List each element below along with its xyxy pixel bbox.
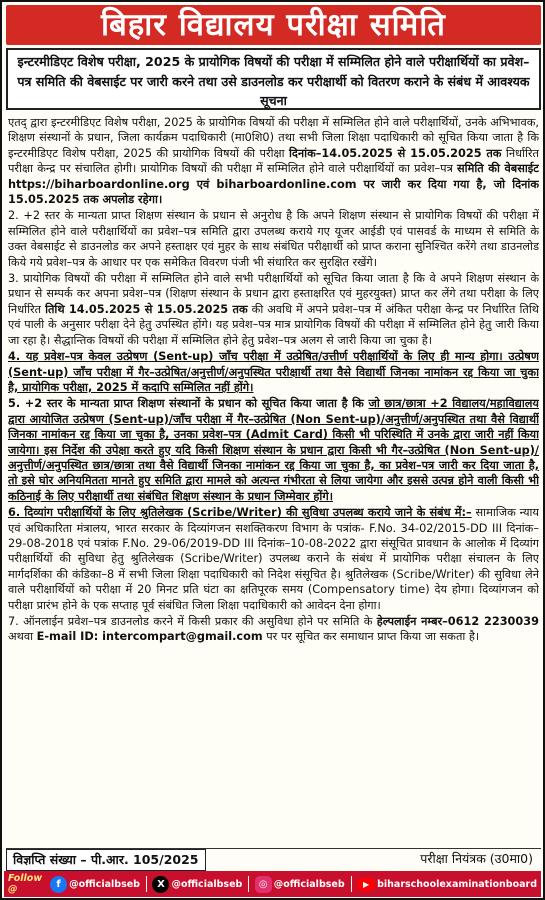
notice-number: विज्ञप्ति संख्या – पी.आर. 105/2025	[6, 849, 206, 871]
social-bar	[4, 871, 541, 897]
youtube-link[interactable]: ▶ biharschoolexaminationboard	[357, 878, 537, 891]
paragraph-1: एतद् द्वारा इन्टरमीडिएट विशेष परीक्षा, 2025 के प्रायोगिक विषयों की परीक्षा में सम्मिलित होने वाले परीक्षार्थियों, उनके अभिभावक, शिक्षण संस्थानों के प्रधान, जिला कार्यक्रम पदाधिकारी (मा0शि0) तथा सभी जिला शिक्षा पदाधिकारी को सूचित किया जाता है कि इन्टरमीडिएट विशेष परीक्षा, 2025 की प्रायोगिक विषयों की परीक्षा दिनांक–14.05.2025 से 15.05.2025 तक निर्धारित परीक्षा केन्द्र पर संचालित होगी। प्रायोगिक विषयों की परीक्षा में सम्मिलित होने वाले परीक्षार्थियों का प्रवेश–पत्र समिति की वेबसाईट https://biharboardonline.org एवं biharboardonline.com पर जारी कर दिया गया है, जो दिनांक 15.05.2025 तक अपलोड रहेगा।	[8, 116, 539, 207]
x-link[interactable]: X @officialbseb	[152, 876, 242, 893]
instagram-link[interactable]: ◎ @officialbseb	[255, 876, 345, 893]
paragraph-3: 3. प्रायोगिक विषयों की परीक्षा में सम्मिलित होने वाले सभी परीक्षार्थियों को सूचित किया जाता है कि वे अपने शिक्षण संस्थान के प्रधान से सम्पर्क कर अपना प्रवेश–पत्र (शिक्षण संस्थान के प्रधान द्वारा हस्ताक्षरित एवं मुहरयुक्त) प्राप्त कर लेंगे तथा परीक्षा के लिए निर्धारित तिथि 14.05.2025 से 15.05.2025 तक की अवधि में अपने प्रवेश–पत्र में अंकित परीक्षा केन्द्र पर निर्धारित तिथि एवं पाली के अनुसार परीक्षा देने हेतु उपस्थित होंगे। यह प्रवेश–पत्र मात्र प्रायोगिक विषयों की परीक्षा में सम्मिलित होने हेतु जारी किया जा रहा है। सैद्धान्तिक विषयों की परीक्षा में सम्मिलित होने हेतु प्रवेश–पत्र अलग से जारी किया जा चुका है।	[8, 272, 539, 347]
notice-footer	[6, 848, 541, 869]
paragraph-5: 5. +2 स्तर के मान्यता प्राप्त शिक्षण संस्थानों के प्रधान को सूचित किया जाता है कि जो छात्र/छात्रा +2 विद्यालय/महाविद्यालय द्वारा आयोजित उत्प्रेषण (Sent-up)/जाँच परीक्षा में गैर–उत्प्रेषित (Non Sent-up)/अनुत्तीर्ण/अनुपस्थित तथा वैसे विद्यार्थी जिनका नामांकन रद्द किया जा चुका है, उनका प्रवेश–पत्र (Admit Card) किसी भी परिस्थिति में उनके द्वारा जारी नहीं किया जायेगा। इस निर्देश की उपेक्षा करते हुए यदि किसी शिक्षण संस्थान के प्रधान द्वारा किसी भी गैर–उत्प्रेषित (Non Sent-up)/अनुत्तीर्ण/अनुपस्थित छात्र/छात्रा तथा वैसे विद्यार्थी जिनका नामांकन रद्द किया जा चुका है, का प्रवेश–पत्र जारी कर दिया जाता है, तो इसे घोर अनियमितता मानते हुए समिति द्वारा मामले को अत्यन्त गंभीरता से लिया जायेगा और इससे उत्पन्न होने वाली किसी भी कठिनाई के लिए परीक्षार्थी तथा संबंधित शिक्षण संस्थान के प्रधान जिम्मेवार होंगे।	[8, 397, 539, 503]
facebook-link[interactable]: f @officialbseb	[50, 876, 140, 893]
notice-subject: इन्टरमीडिएट विशेष परीक्षा, 2025 के प्रायोगिक विषयों की परीक्षा में सम्मिलित होने वाले परीक्षार्थियों का प्रवेश–पत्र समिति की वेबसाईट पर जारी करने तथा उसे डाउनलोड कर परीक्षार्थी को वितरण कराने के संबंध में आवश्यक सूचना	[6, 48, 541, 110]
paragraph-6: 6. दिव्यांग परीक्षार्थियों के लिए श्रुतिलेखक (Scribe/Writer) की सुविधा उपलब्ध कराये जाने के संबंध में:– सामाजिक न्याय एवं अधिकारिता मंत्रालय, भारत सरकार के दिव्यांगजन सशक्तिकरण विभाग के पत्रांक- F.No. 34-02/2015-DD III दिनांक–29-08-2018 एवं पत्रांक F.No. 29-06/2019-DD III दिनांक–10-08-2022 द्वारा संसूचित प्रावधान के आलोक में दिव्यांग परीक्षार्थियों की सुविधा हेतु श्रुतिलेखक (Scribe/Writer) उपलब्ध कराने के संबंध में प्रायोगिक परीक्षा संचालन के लिए मार्गदर्शिका की कंडिका–8 में सभी जिला शिक्षा पदाधिकारी को निदेश संसूचित है। श्रुतिलेखक (Scribe/Writer) की सुविधा लेने वाले परीक्षार्थियों को परीक्षा में 20 मिनट प्रति घंटा का क्षतिपूरक समय (Compensatory time) देय होगा। दिव्यांगजन को परीक्षा प्रारंभ होने के एक सप्ताह पूर्व संबंधित जिला शिक्षा पदाधिकारी को आवेदन देना होगा।	[8, 506, 539, 612]
instagram-icon: ◎	[255, 876, 272, 893]
board-title: बिहार विद्यालय परीक्षा समिति	[6, 5, 541, 45]
follow-label: Follow @	[8, 873, 43, 895]
x-icon: X	[152, 876, 169, 893]
paragraph-7: 7. ऑनलाईन प्रवेश–पत्र डाउनलोड करने में किसी प्रकार की असुविधा होने पर समिति के हेल्पलाईन नम्बर–0612 2230039 अथवा E-mail ID: intercompart@gmail.com पर पर सूचित कर समाधान प्राप्त किया जा सकता है।	[8, 615, 539, 644]
notice-body	[8, 115, 539, 848]
facebook-icon: f	[50, 876, 67, 893]
paragraph-2: 2. +2 स्तर के मान्यता प्राप्त शिक्षण संस्थान के प्रधान से अनुरोध है कि अपने शिक्षण संस्थान से प्रायोगिक विषयों की परीक्षा में सम्मिलित होने वाले परीक्षार्थियों का प्रवेश–पत्र समिति द्वारा उपलब्ध कराये गए यूजर आईडी एवं पासवर्ड के माध्यम से समिति के उक्त वेबसाईट से डाउनलोड कर अपने हस्ताक्षर एवं मुहर के साथ संबंधित परीक्षार्थी को प्राप्त कराना सुनिश्चित करेंगे तथा डाउनलोड किये गये प्रवेश–पत्र के आधार पर एक समेकित विवरण पंजी भी संधारित कर सुरक्षित रखेंगे।	[8, 209, 539, 269]
paragraph-4: 4. यह प्रवेश–पत्र केवल उत्प्रेषण (Sent-up) जाँच परीक्षा में उत्प्रेषित/उत्तीर्ण परीक्षार्थियों के लिए ही मान्य होगा। उत्प्रेषण (Sent-up) जाँच परीक्षा में गैर–उत्प्रेषित/अनुत्तीर्ण/अनुपस्थित परीक्षार्थी तथा वैसे विद्यार्थी जिनका नामांकन रद्द किया जा चुका है, प्रायोगिक परीक्षा, 2025 में कदापि सम्मिलित नहीं होंगे।	[8, 350, 539, 394]
exam-controller: परीक्षा नियंत्रक (उ0मा0)	[420, 851, 533, 866]
youtube-icon: ▶	[357, 878, 375, 891]
